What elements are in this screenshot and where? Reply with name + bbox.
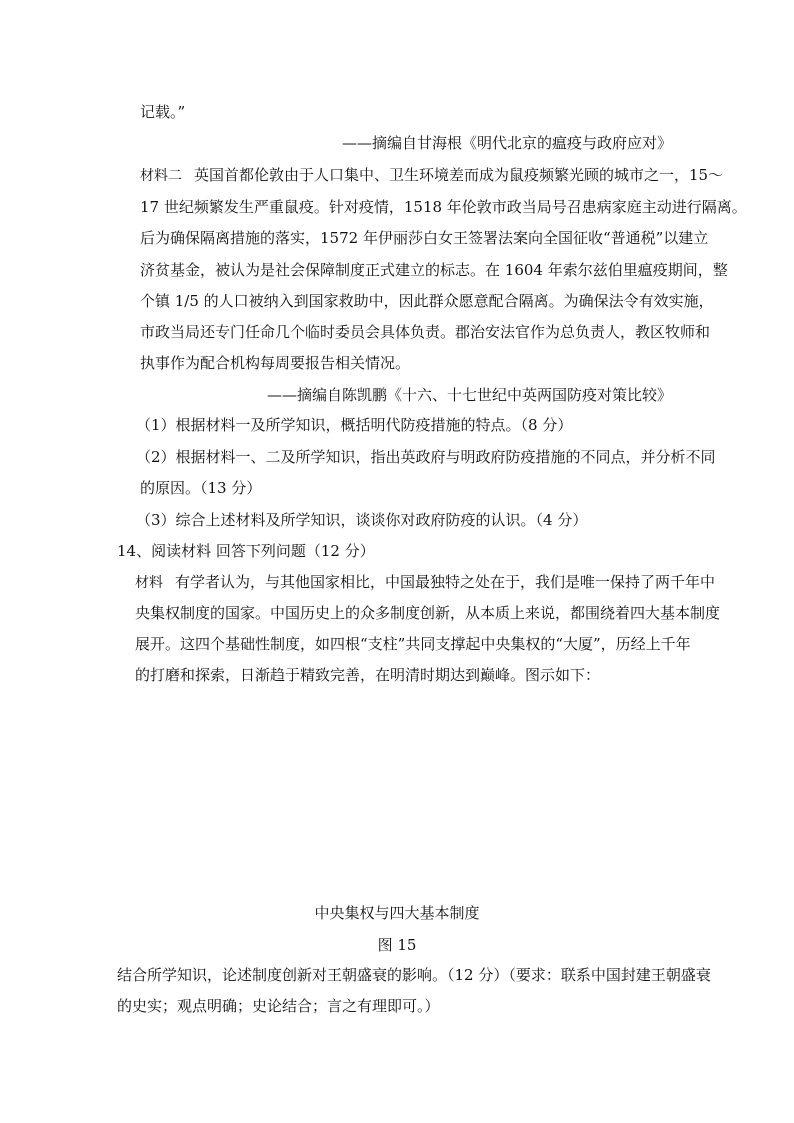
question-2-line-1: （2）根据材料一、二及所学知识，指出英政府与明政府防疫措施的不同点，并分析不同 <box>136 448 716 466</box>
figure-number: 图 15 <box>377 936 417 954</box>
q14-material-line-1: 材料 有学者认为，与其他国家相比，中国最独特之处在于，我们是唯一保持了两千年中 <box>135 573 716 591</box>
figure-caption: 中央集权与四大基本制度 <box>314 904 480 922</box>
source-citation-2: ——摘编自陈凯鹏《十六、十七世纪中英两国防疫对策比较》 <box>266 386 672 404</box>
q14-material-line-4: 的打磨和探索，日渐趋于精致完善，在明清时期达到巅峰。图示如下： <box>135 666 601 684</box>
material2-line-2: 17 世纪频繁发生严重鼠疫。针对疫情，1518 年伦敦市政当局号召患病家庭主动进行隔离。 <box>140 198 747 216</box>
source-citation-1: ——摘编自甘海根《明代北京的瘟疫与政府应对》 <box>341 134 672 152</box>
q14-task-line-1: 结合所学知识，论述制度创新对王朝盛衰的影响。（12 分）（要求：联系中国封建王朝盛衰 <box>117 966 711 984</box>
material2-label: 材料二 <box>140 168 182 184</box>
material2-line-7: 执事作为配合机构每周要报告相关情况。 <box>140 354 411 372</box>
q14-material-line-3: 展开。这四个基础性制度，如四根“支柱”共同支撑起中央集权的“大厦”，历经上千年 <box>135 635 691 653</box>
question-2-line-2: 的原因。（13 分） <box>140 479 262 497</box>
question-3: （3）综合上述材料及所学知识，谈谈你对政府防疫的认识。（4 分） <box>136 511 588 529</box>
q14-material-line-2: 央集权制度的国家。中国历史上的众多制度创新，从本质上来说，都围绕着四大基本制度 <box>135 604 721 622</box>
figure-area <box>135 700 675 890</box>
question-1: （1）根据材料一及所学知识，概括明代防疫措施的特点。（8 分） <box>136 416 573 434</box>
material2-line-6: 市政当局还专门任命几个临时委员会具体负责。郡治安法官作为总负责人，教区牧师和 <box>140 323 711 341</box>
material2-line-4: 济贫基金，被认为是社会保障制度正式建立的标志。在 1604 年索尔兹伯里瘟疫期间，整 <box>140 261 728 279</box>
continued-text: 记载。” <box>140 103 186 121</box>
material2-line-1: 材料二 英国首都伦敦由于人口集中、卫生环境差而成为鼠疫频繁光顾的城市之一，15～ <box>140 166 724 184</box>
material2-line-3: 后为确保隔离措施的落实，1572 年伊丽莎白女王签署法案向全国征收“普通税”以建立 <box>140 229 709 247</box>
material2-line-5: 个镇 1/5 的人口被纳入到国家救助中，因此群众愿意配合隔离。为确保法令有效实施， <box>140 292 714 310</box>
q14-material-label: 材料 <box>135 575 163 591</box>
q14-task-line-2: 的史实；观点明确；史论结合；言之有理即可。） <box>117 997 440 1015</box>
question-14-heading: 14、阅读材料 回答下列问题（12 分） <box>117 542 375 560</box>
